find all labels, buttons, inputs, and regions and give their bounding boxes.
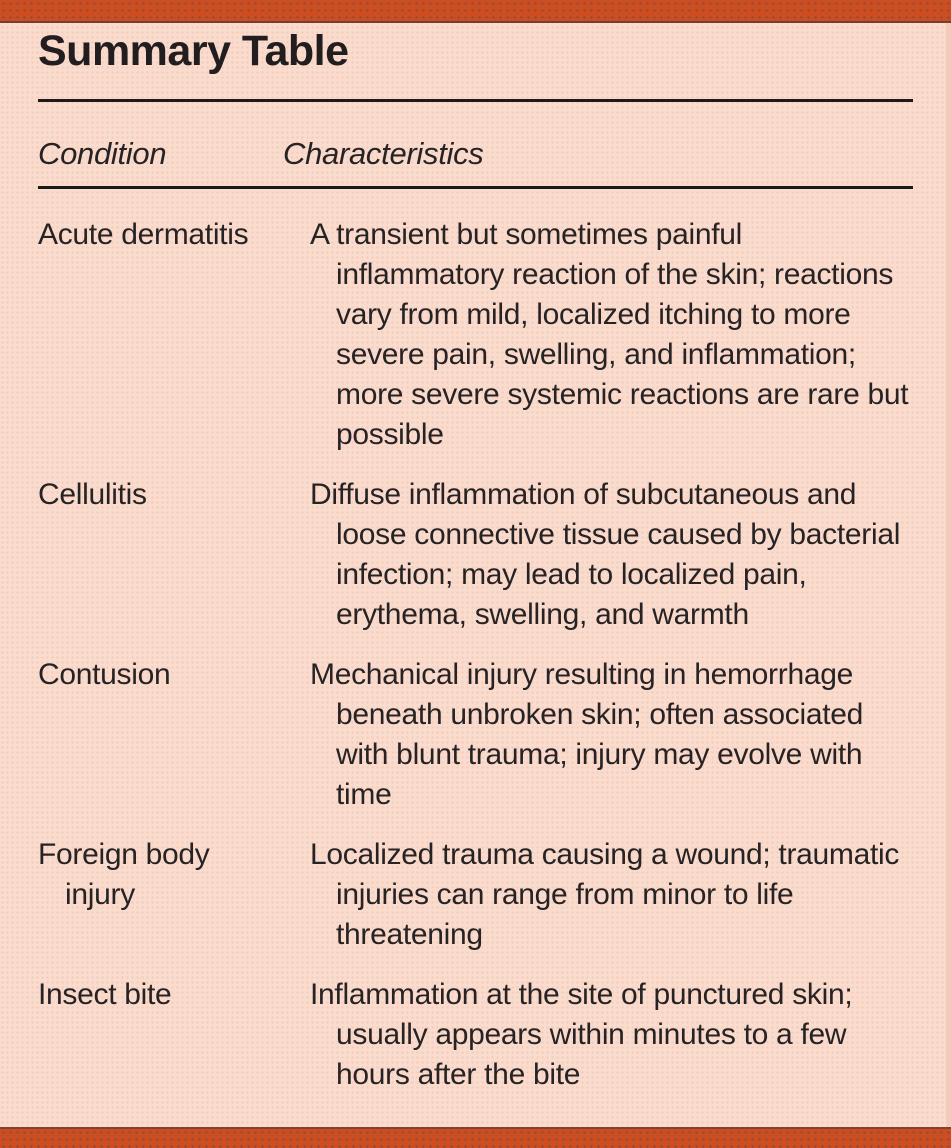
characteristics-cell: Localized trauma causing a wound; traumatic injuries can range from minor to life threatening xyxy=(310,838,900,952)
table-body xyxy=(38,215,913,1095)
table-row xyxy=(38,655,913,815)
table-row xyxy=(38,975,913,1095)
condition-cell: Contusion xyxy=(38,658,171,692)
header-divider xyxy=(38,186,913,189)
condition-cell: Cellulitis xyxy=(38,478,147,512)
condition-cell: Insect bite xyxy=(38,978,172,1012)
table-row xyxy=(38,835,913,955)
characteristics-cell: Inflammation at the site of punctured skin; usually appears within minutes to a few hours after the bite xyxy=(310,978,853,1092)
header-characteristics: Characteristics xyxy=(283,136,484,172)
header-condition: Condition xyxy=(38,136,167,172)
table-row xyxy=(38,215,913,455)
characteristics-cell: A transient but sometimes painful inflammatory reaction of the skin; reactions vary from mild, localized itching to more severe pain, swelling, and inflammation; more severe systemic reactions are rare but possible xyxy=(310,218,909,452)
condition-cell: Acute dermatitis xyxy=(38,218,249,252)
title-divider xyxy=(38,99,913,102)
page-title: Summary Table xyxy=(38,27,349,75)
table-header-row xyxy=(38,134,913,174)
condition-cell: Foreign body injury xyxy=(38,838,210,912)
bottom-accent-bar xyxy=(0,1127,951,1148)
table-row xyxy=(38,475,913,635)
characteristics-cell: Mechanical injury resulting in hemorrhage beneath unbroken skin; often associated with blunt trauma; injury may evolve with time xyxy=(310,658,864,812)
characteristics-cell: Diffuse inflammation of subcutaneous and loose connective tissue caused by bacterial infection; may lead to localized pain, erythema, swelling, and warmth xyxy=(310,478,901,632)
